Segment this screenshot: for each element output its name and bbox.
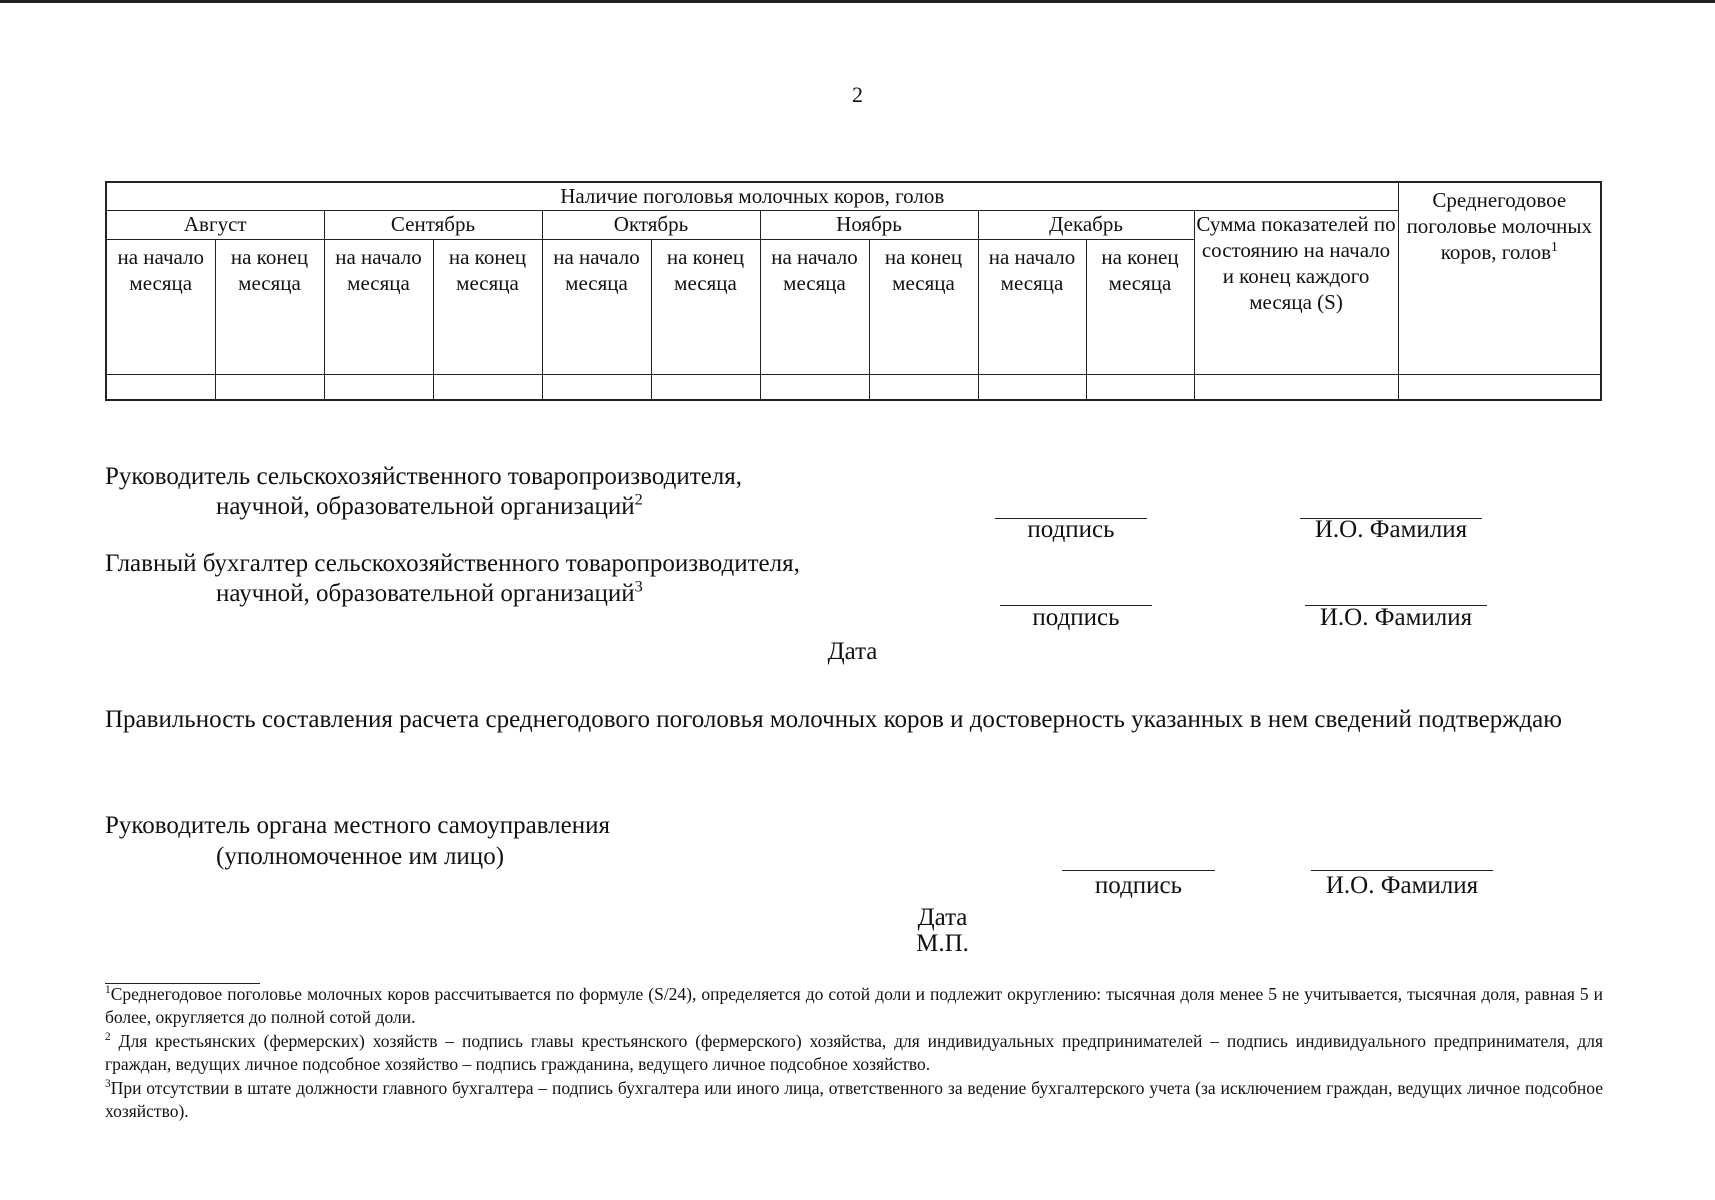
footnote-1 <box>105 983 1603 1029</box>
head-footnote-mark: 2 <box>634 490 643 509</box>
footnote-text: При отсутствии в штате должности главного бухгалтера – подпись бухгалтера или иного лица, ответственного за ведение бухгалтерского учета (за исключением граждан, ведущих личное подсобное хозяйство). <box>105 1078 1603 1121</box>
table-cell[interactable] <box>1398 375 1601 401</box>
table-cell[interactable] <box>869 375 978 401</box>
footnote-mark: 2 <box>105 1031 111 1044</box>
footnote-2 <box>105 1030 1603 1076</box>
confirmation-text: Правильность составления расчета среднегодового поголовья молочных коров и достоверность указанных в нем сведений подтверждаю <box>105 706 1562 733</box>
end-of-month-header: на конец месяца <box>215 240 324 375</box>
avg-header-cell <box>1398 182 1601 375</box>
table-cell[interactable] <box>106 375 215 401</box>
date-label: Дата <box>827 638 878 665</box>
accountant-signature-caption: подпись <box>1032 604 1120 631</box>
footnote-mark: 1 <box>105 984 111 997</box>
table-cell[interactable] <box>542 375 651 401</box>
end-of-month-header: на конец месяца <box>1086 240 1194 375</box>
table-cell[interactable] <box>760 375 869 401</box>
end-of-month-header: на конец месяца <box>869 240 978 375</box>
start-of-month-header: на начало месяца <box>760 240 869 375</box>
local-gov-date-label: Дата <box>917 904 968 931</box>
footnote-mark: 3 <box>105 1078 111 1091</box>
local-gov-name-caption: И.О. Фамилия <box>1325 872 1479 899</box>
accountant-title-line2-wrap <box>216 579 643 609</box>
month-header: Сентябрь <box>324 211 542 240</box>
month-header: Октябрь <box>542 211 760 240</box>
table-cell[interactable] <box>651 375 760 401</box>
local-gov-name-line[interactable] <box>1311 870 1493 871</box>
table-cell[interactable] <box>324 375 433 401</box>
accountant-title-line1: Главный бухгалтер сельскохозяйственного товаропроизводителя, <box>105 550 800 577</box>
head-signature-caption: подпись <box>1027 516 1115 543</box>
stamp-label: М.П. <box>916 930 969 957</box>
sum-header: Сумма показателей по состоянию на начало и конец каждого месяца (S) <box>1194 211 1398 375</box>
start-of-month-header: на начало месяца <box>324 240 433 375</box>
head-title-line1: Руководитель сельскохозяйственного товаропроизводителя, <box>105 463 742 490</box>
local-gov-signature-line[interactable] <box>1062 870 1215 871</box>
table-cell[interactable] <box>1086 375 1194 401</box>
end-of-month-header: на конец месяца <box>433 240 542 375</box>
livestock-table <box>105 181 1602 401</box>
table-cell[interactable] <box>433 375 542 401</box>
local-gov-title-line2: (уполномоченное им лицо) <box>216 843 505 870</box>
main-header: Наличие поголовья молочных коров, голов <box>106 182 1398 211</box>
table-cell[interactable] <box>1194 375 1398 401</box>
avg-header: Среднегодовое поголовье молочных коров, голов <box>1406 188 1593 264</box>
local-gov-signature-caption: подпись <box>1094 872 1183 899</box>
month-header: Ноябрь <box>760 211 978 240</box>
table-cell[interactable] <box>215 375 324 401</box>
page-number: 2 <box>852 82 863 107</box>
accountant-name-caption: И.О. Фамилия <box>1319 604 1473 631</box>
table-cell[interactable] <box>978 375 1086 401</box>
footnote-text: Среднегодовое поголовье молочных коров рассчитывается по формуле (S/24), определяется до сотой доли и подлежит округлению: тысячная доля менее 5 не учитывается, тысячная доля, равная 5 и более, округляется до полной сотой доли. <box>105 984 1603 1027</box>
start-of-month-header: на начало месяца <box>978 240 1086 375</box>
footnote-text: Для крестьянских (фермерских) хозяйств – подпись главы крестьянского (фермерского) хозяйства, для индивидуальных предпринимателей – подпись индивидуального предпринимателя, для граждан, ведущих личное подсобное хозяйство – подпись гражданина, ведущего личное подсобное хозяйство. <box>105 1031 1604 1074</box>
local-gov-title-line1: Руководитель органа местного самоуправления <box>105 812 610 839</box>
head-title-line2: научной, образовательной организаций <box>216 493 635 520</box>
head-title-line2-wrap <box>216 492 643 522</box>
end-of-month-header: на конец месяца <box>651 240 760 375</box>
accountant-footnote-mark: 3 <box>634 577 643 596</box>
scan-top-edge <box>0 0 1715 3</box>
footnote-3 <box>105 1077 1603 1123</box>
month-header: Декабрь <box>978 211 1194 240</box>
accountant-title-line2: научной, образовательной организаций <box>216 580 635 607</box>
start-of-month-header: на начало месяца <box>542 240 651 375</box>
head-name-caption: И.О. Фамилия <box>1314 516 1468 543</box>
month-header: Август <box>106 211 324 240</box>
avg-header-footnote-mark: 1 <box>1551 239 1558 254</box>
start-of-month-header: на начало месяца <box>106 240 215 375</box>
